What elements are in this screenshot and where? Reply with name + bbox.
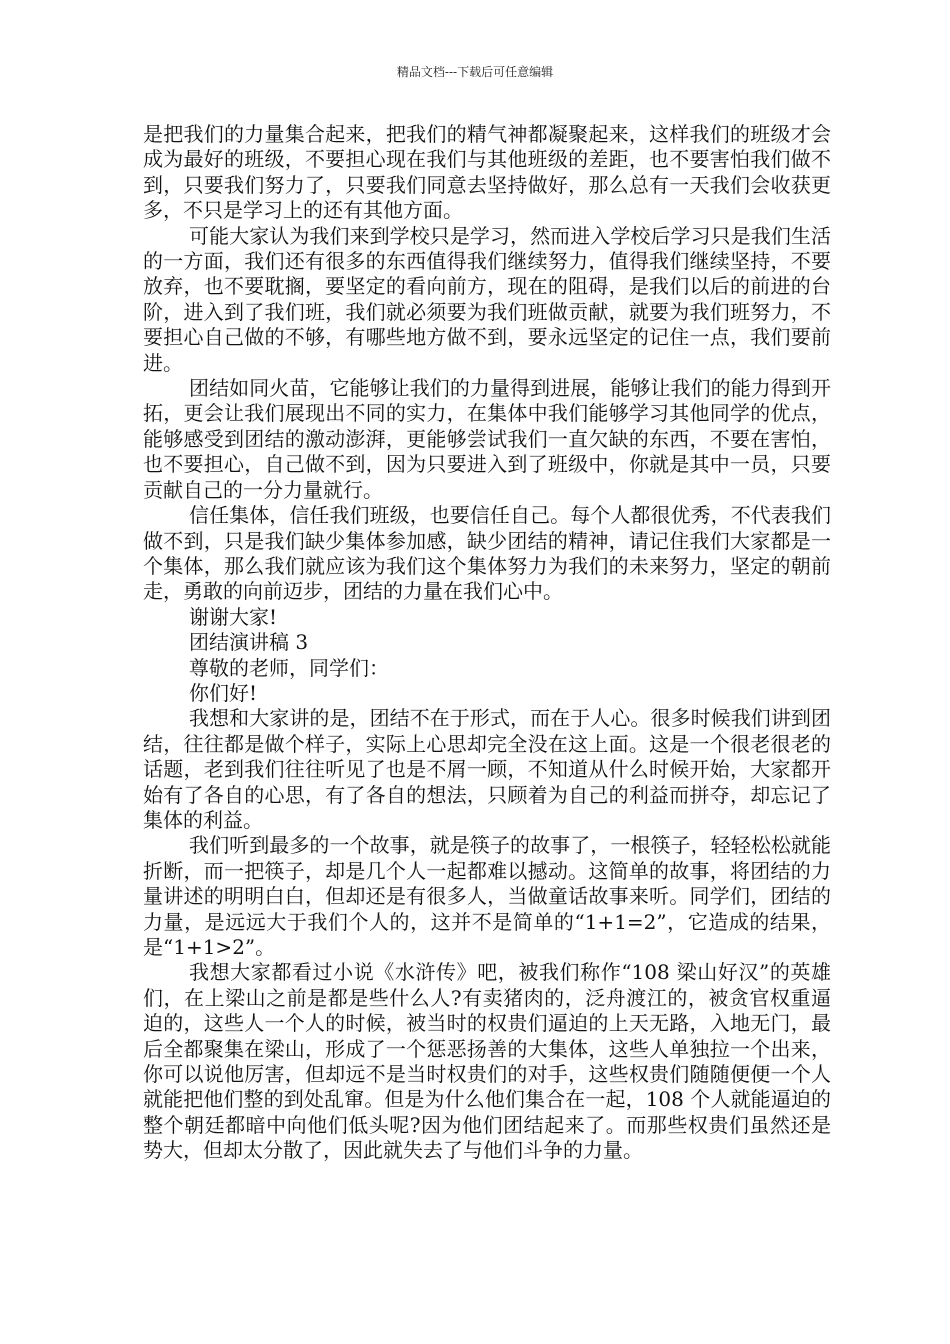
paragraph: 团结如同火苗，它能够让我们的力量得到进展，能够让我们的能力得到开拓，更会让我们展现出不同的实力，在集体中我们能够学习其他同学的优点，能够感受到团结的激动澎湃，更能够尝试我们一直欠缺的东西，不要在害怕，也不要担心，自己做不到，因为只要进入到了班级中，你就是其中一员，只要贡献自己的一分力量就行。 xyxy=(143,376,831,502)
paragraph: 信任集体，信任我们班级，也要信任自己。每个人都很优秀，不代表我们做不到，只是我们缺少集体参加感，缺少团结的精神，请记住我们大家都是一个集体，那么我们就应该为我们这个集体努力为我们的未来努力，坚定的朝前走，勇敢的向前迈步，团结的力量在我们心中。 xyxy=(143,503,831,604)
paragraph: 我想和大家讲的是，团结不在于形式，而在于人心。很多时候我们讲到团结，往往都是做个样子，实际上心思却完全没在这上面。这是一个很老很老的话题，老到我们往往听见了也是不屑一顾，不知道从什么时候开始，大家都开始有了各自的心思，有了各自的想法，只顾着为自己的利益而拼夺，却忘记了集体的利益。 xyxy=(143,706,831,832)
paragraph: 我想大家都看过小说《水浒传》吧，被我们称作“108 梁山好汉”的英雄们，在上梁山之前是都是些什么人?有卖猪肉的，泛舟渡江的，被贪官权重逼迫的，这些人一个人的时候，被当时的权贵们逼迫的上天无路，入地无门，最后全都聚集在梁山，形成了一个惩恶扬善的大集体，这些人单独拉一个出来，你可以说他厉害，但却远不是当时权贵们的对手，这些权贵们随随便便一个人就能把他们整的到处乱窜。但是为什么他们集合在一起，108 个人就能逼迫的整个朝廷都暗中向他们低头呢?因为他们团结起来了。而那些权贵们虽然还是势大，但却太分散了，因此就失去了与他们斗争的力量。 xyxy=(143,960,831,1163)
paragraph: 是把我们的力量集合起来，把我们的精气神都凝聚起来，这样我们的班级才会成为最好的班级，不要担心现在我们与其他班级的差距，也不要害怕我们做不到，只要我们努力了，只要我们同意去坚持做好，那么总有一天我们会收获更多，不只是学习上的还有其他方面。 xyxy=(143,122,831,223)
page-header: 精品文档---下载后可任意编辑 xyxy=(396,65,554,79)
paragraph: 我们听到最多的一个故事，就是筷子的故事了，一根筷子，轻轻松松就能折断，而一把筷子，却是几个人一起都难以撼动。这简单的故事，将团结的力量讲述的明明白白，但却还是有很多人，当做童话故事来听。同学们，团结的力量，是远远大于我们个人的，这并不是简单的“1+1=2”，它造成的结果，是“1+1>2”。 xyxy=(143,833,831,959)
salutation: 尊敬的老师，同学们： xyxy=(189,655,389,680)
greeting: 你们好! xyxy=(189,680,258,705)
closing-line: 谢谢大家! xyxy=(189,604,278,629)
section-title: 团结演讲稿 3 xyxy=(189,630,309,655)
paragraph: 可能大家认为我们来到学校只是学习，然而进入学校后学习只是我们生活的一方面，我们还有很多的东西值得我们继续努力，值得我们继续坚持，不要放弃，也不要耽搁，要坚定的看向前方，现在的阻碍，是我们以后的前进的台阶，进入到了我们班，我们就必须要为我们班做贡献，就要为我们班努力，不要担心自己做的不够，有哪些地方做不到，要永远坚定的记住一点，我们要前进。 xyxy=(143,223,831,375)
document-body xyxy=(143,122,831,1164)
